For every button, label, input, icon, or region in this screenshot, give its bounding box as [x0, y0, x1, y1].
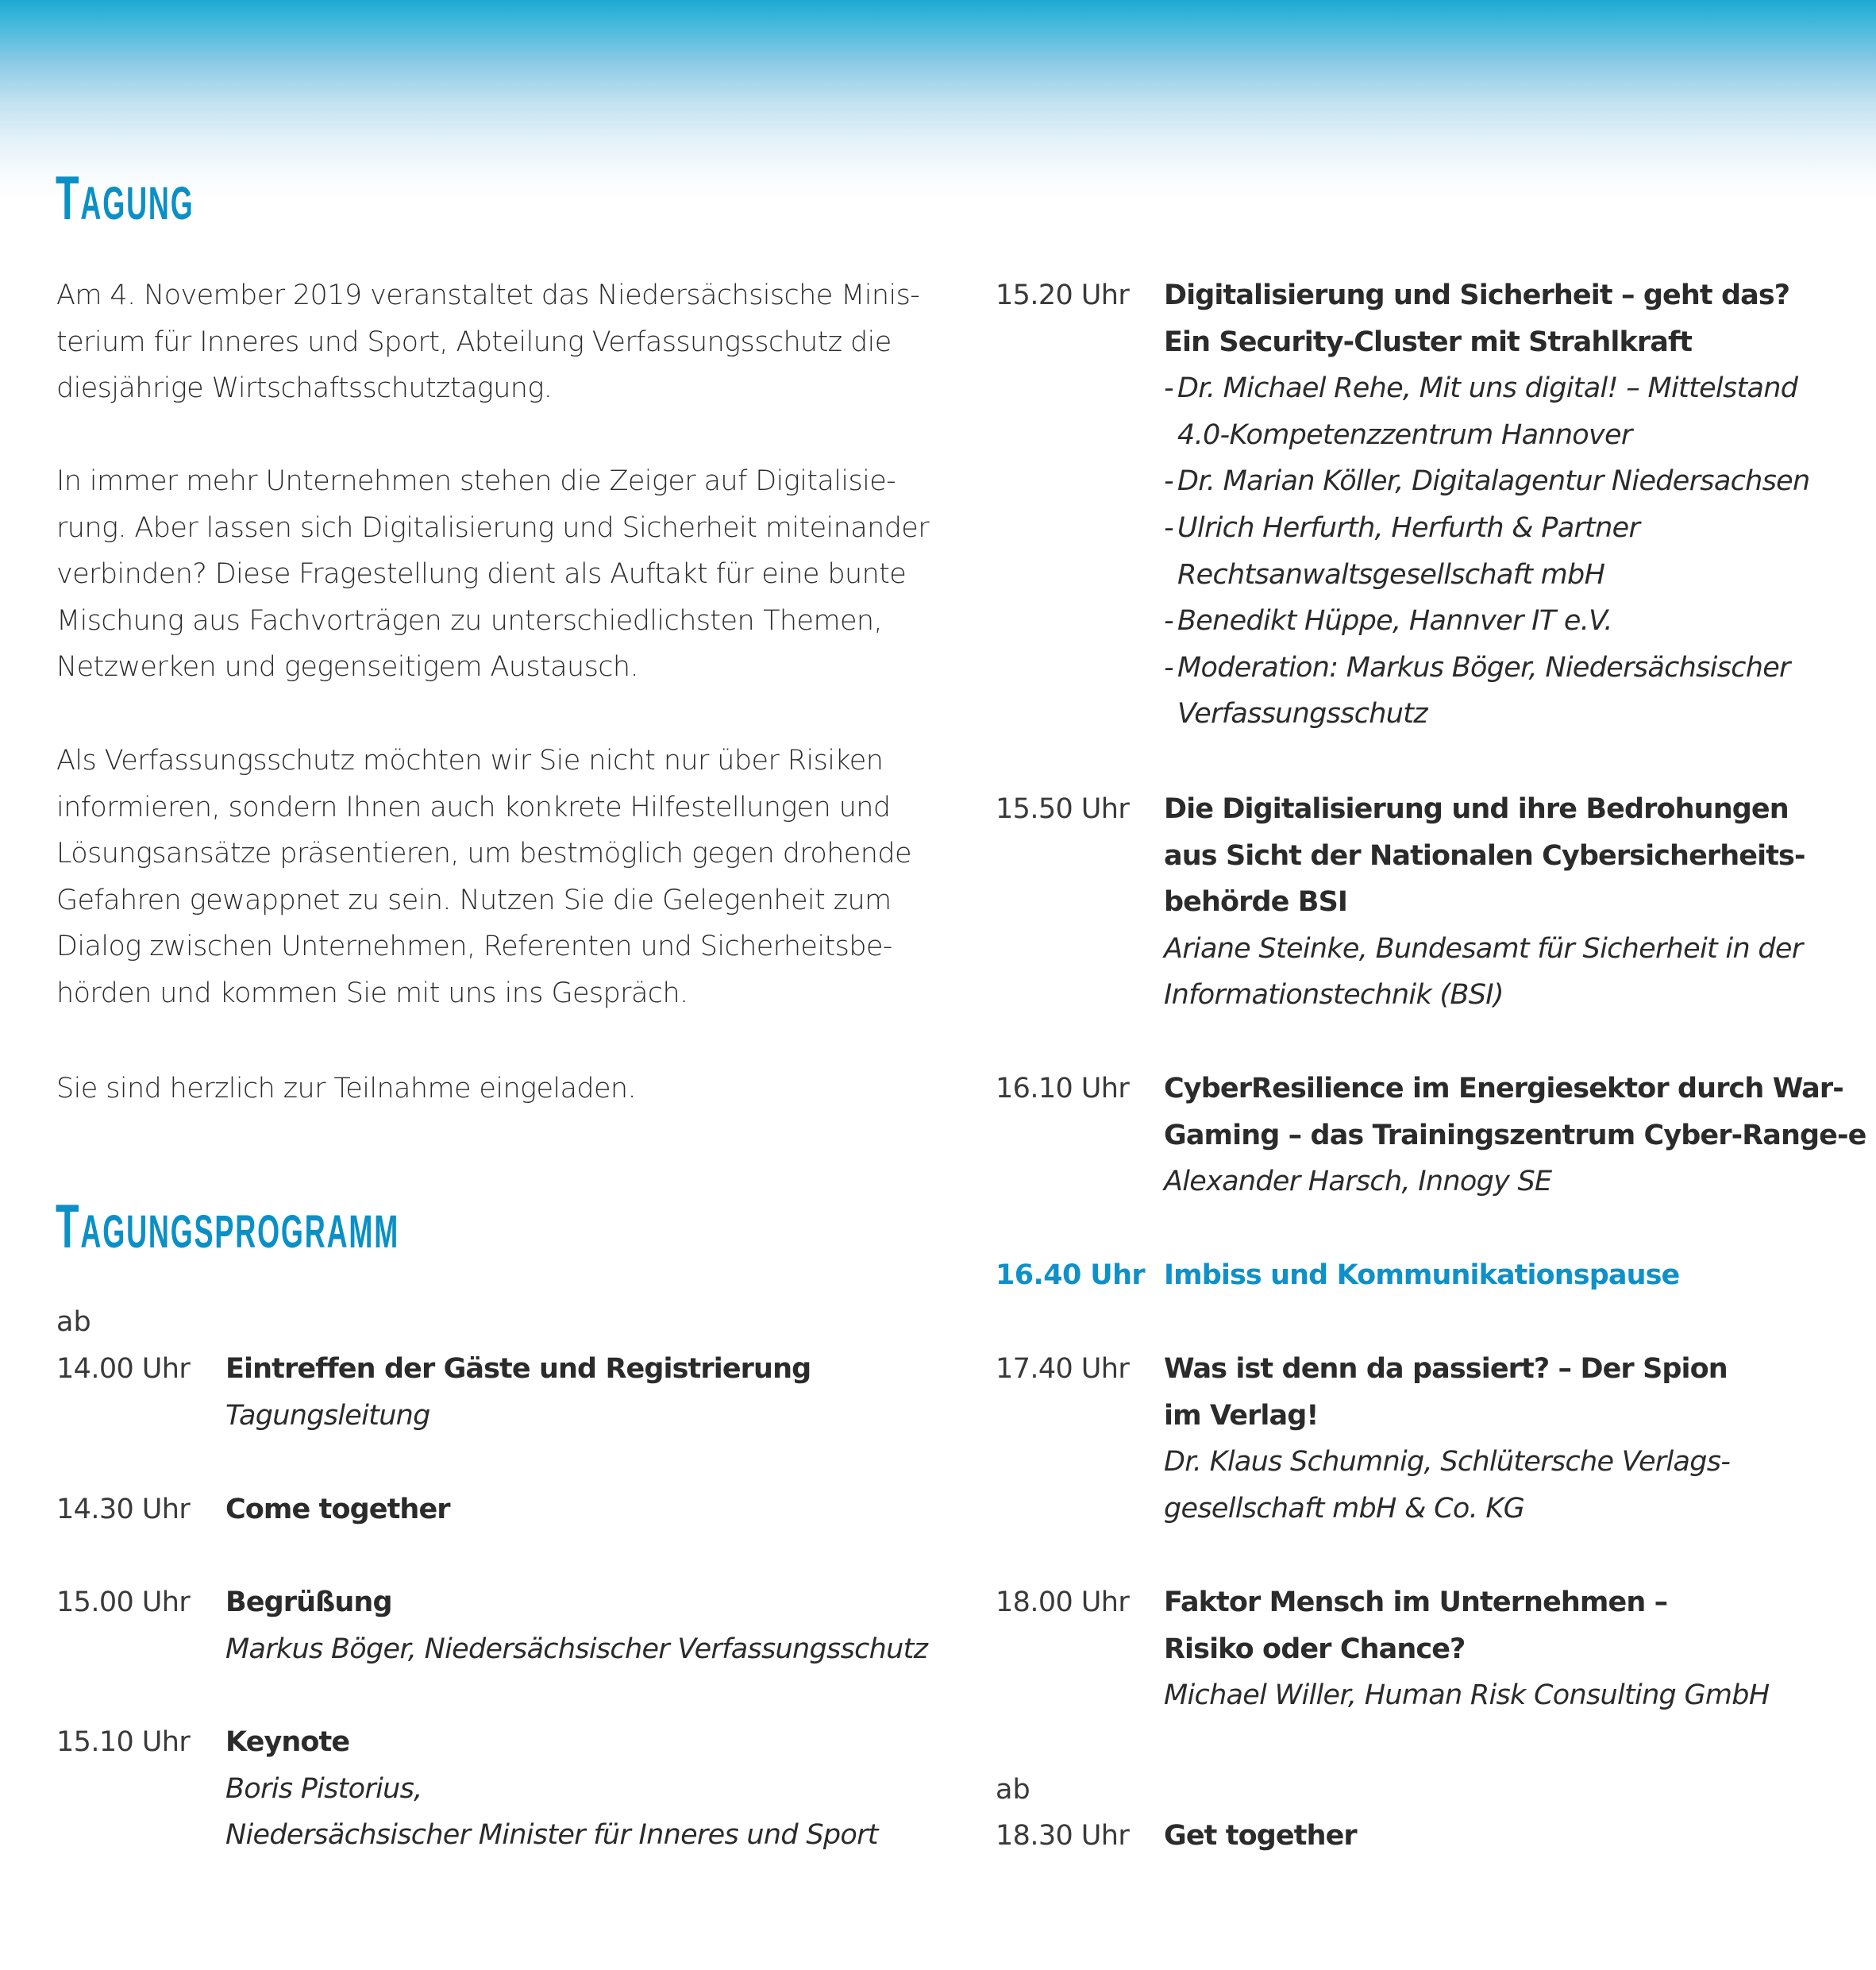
dash-bullet: - — [1164, 651, 1173, 684]
dash-bullet: - — [1164, 372, 1173, 405]
panel-member-line: Rechtsanwaltsgesellschaft mbH — [1177, 558, 1605, 591]
text-line: Am 4. November 2019 veranstaltet das Niedersächsische Minis- — [56, 280, 920, 311]
entry-speaker: Dr. Klaus Schumnig, Schlütersche Verlags- — [1164, 1446, 1731, 1478]
intro-paragraph-3 — [56, 738, 911, 1017]
entry-speaker: Tagungsleitung — [225, 1399, 430, 1432]
entry-speaker: Markus Böger, Niedersächsischer Verfassungsschutz — [225, 1633, 928, 1665]
header-gradient-band — [0, 0, 1876, 199]
entry-speaker: Ariane Steinke, Bundesamt für Sicherheit in der — [1164, 932, 1803, 965]
entry-title: behörde BSI — [1164, 886, 1347, 919]
entry-speaker: Michael Willer, Human Risk Consulting GmbH — [1164, 1679, 1770, 1712]
entry-speaker: gesellschaft mbH & Co. KG — [1164, 1492, 1525, 1525]
text-line: Netzwerken und gegenseitigem Austausch. — [56, 651, 638, 684]
entry-title: Imbiss und Kommunikationspause — [1164, 1259, 1680, 1291]
text-line: Als Verfassungsschutz möchten wir Sie nicht nur über Risiken — [56, 745, 884, 777]
panel-member — [1164, 458, 1809, 505]
time-prefix: ab — [56, 1306, 91, 1338]
text-line: Mischung aus Fachvorträgen zu unterschiedlichsten Themen, — [56, 604, 882, 637]
entry-speaker: Niedersächsischer Minister für Inneres und Sport — [225, 1819, 878, 1852]
panel-member-line: Benedikt Hüppe, Hannver IT e.V. — [1177, 605, 1612, 638]
panel-member — [1164, 505, 1809, 598]
panel-member-line: Dr. Marian Köller, Digitalagentur Niedersachsen — [1177, 465, 1810, 498]
panel-member — [1164, 598, 1809, 645]
entry-time: 18.30 Uhr — [996, 1820, 1130, 1852]
text-line: terium für Inneres und Sport, Abteilung Verfassungsschutz die — [56, 326, 892, 358]
dash-bullet: - — [1164, 511, 1173, 544]
heading-initial: T — [56, 163, 81, 233]
intro-paragraph-2 — [56, 458, 930, 691]
entry-time: 15.00 Uhr — [56, 1586, 191, 1618]
heading-initial: T — [56, 1191, 81, 1261]
entry-title: Faktor Mensch im Unternehmen – — [1164, 1586, 1668, 1618]
entry-title: Risiko oder Chance? — [1164, 1633, 1466, 1665]
text-line: Dialog zwischen Unternehmen, Referenten und Sicherheitsbe- — [56, 931, 892, 963]
entry-speaker: Informationstechnik (BSI) — [1164, 979, 1504, 1012]
entry-title: Get together — [1164, 1820, 1357, 1852]
panel-member — [1164, 365, 1809, 458]
text-line: In immer mehr Unternehmen stehen die Zeiger auf Digitalisie- — [56, 465, 896, 497]
entry-title: CyberResilience im Energiesektor durch War- — [1164, 1073, 1843, 1105]
entry-title: Ein Security-Cluster mit Strahlkraft — [1164, 326, 1693, 358]
entry-title: Gaming – das Trainingszentrum Cyber-Range-e — [1164, 1119, 1866, 1151]
dash-bullet: - — [1164, 465, 1173, 498]
section-heading-tagung — [56, 163, 195, 233]
entry-title: Die Digitalisierung und ihre Bedrohungen — [1164, 793, 1789, 825]
heading-rest: AGUNG — [80, 178, 195, 229]
panel-member-line: Moderation: Markus Böger, Niedersächsischer — [1177, 651, 1790, 684]
entry-title: Begrüßung — [225, 1586, 392, 1618]
entry-time: 14.00 Uhr — [56, 1353, 191, 1385]
section-heading-tagungsprogramm — [56, 1191, 400, 1261]
panel-member-line: Dr. Michael Rehe, Mit uns digital! – Mittelstand — [1177, 372, 1798, 405]
panel-member-line: 4.0-Kompetenzzentrum Hannover — [1177, 418, 1632, 451]
entry-time: 15.20 Uhr — [996, 280, 1130, 311]
entry-time: 18.00 Uhr — [996, 1586, 1130, 1618]
heading-rest: AGUNGSPROGRAMM — [80, 1206, 400, 1258]
entry-time: 16.10 Uhr — [996, 1073, 1130, 1105]
text-line: verbinden? Diese Fragestellung dient als Auftakt für eine bunte — [56, 558, 907, 591]
entry-time: 14.30 Uhr — [56, 1494, 191, 1525]
text-line: hörden und kommen Sie mit uns ins Gespräch. — [56, 977, 688, 1009]
text-line: Sie sind herzlich zur Teilnahme eingeladen. — [56, 1073, 637, 1105]
entry-time: 15.50 Uhr — [996, 793, 1130, 825]
text-line: Lösungsansätze präsentieren, um bestmöglich gegen drohende — [56, 838, 911, 870]
intro-paragraph-4 — [56, 1066, 882, 1112]
intro-paragraph-1 — [56, 272, 920, 412]
entry-time: 16.40 Uhr — [996, 1259, 1146, 1291]
entry-title: Keynote — [225, 1726, 350, 1758]
entry-title: aus Sicht der Nationalen Cybersicherheits- — [1164, 839, 1805, 872]
entry-speaker: Alexander Harsch, Innogy SE — [1164, 1166, 1552, 1198]
entry-title: Come together — [225, 1494, 450, 1525]
panel-member — [1164, 645, 1809, 738]
text-line: diesjährige Wirtschaftsschutztagung. — [56, 372, 553, 405]
text-line: Gefahren gewappnet zu sein. Nutzen Sie die Gelegenheit zum — [56, 884, 892, 916]
text-line: rung. Aber lassen sich Digitalisierung und Sicherheit miteinander — [56, 511, 930, 544]
entry-title: Digitalisierung und Sicherheit – geht das? — [1164, 280, 1790, 311]
entry-time: 15.10 Uhr — [56, 1726, 191, 1758]
entry-time: 17.40 Uhr — [996, 1353, 1130, 1385]
panel-member-line: Ulrich Herfurth, Herfurth & Partner — [1177, 511, 1640, 544]
text-line: informieren, sondern Ihnen auch konkrete Hilfestellungen und — [56, 791, 891, 823]
entry-title: Eintreffen der Gäste und Registrierung — [225, 1353, 811, 1385]
entry-speaker: Boris Pistorius, — [225, 1772, 422, 1805]
dash-bullet: - — [1164, 605, 1173, 638]
entry-title: Was ist denn da passiert? – Der Spion — [1164, 1353, 1728, 1385]
entry-title: im Verlag! — [1164, 1399, 1319, 1432]
panel-member-line: Verfassungsschutz — [1177, 698, 1427, 731]
time-prefix: ab — [996, 1774, 1030, 1806]
